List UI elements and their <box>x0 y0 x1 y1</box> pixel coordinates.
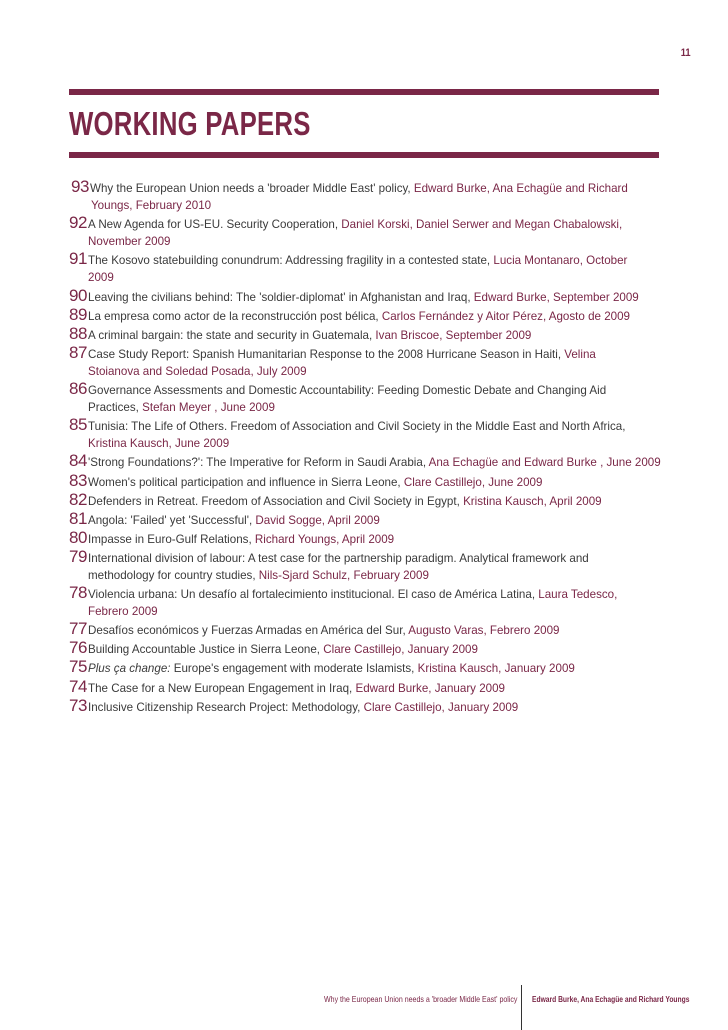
paper-number: 90 <box>69 285 87 305</box>
paper-author: Ana Echagüe and Edward Burke , June 2009 <box>428 456 661 470</box>
page-title: WORKING PAPERS <box>69 105 311 142</box>
paper-author-continued: 2009 <box>88 271 114 285</box>
paper-number: 81 <box>69 508 87 528</box>
paper-author-continued: Youngs, February 2010 <box>91 199 212 213</box>
paper-item <box>69 510 664 529</box>
paper-item <box>69 325 664 344</box>
page-number: 11 <box>681 47 691 59</box>
paper-title: 'Strong Foundations?': The Imperative for Reform in Saudi Arabia, <box>88 456 429 470</box>
paper-author: Lucia Montanaro, October <box>493 254 628 268</box>
paper-number: 82 <box>69 489 87 509</box>
paper-title-italic: Plus ça change: <box>88 662 171 676</box>
paper-item <box>69 380 664 416</box>
paper-continuation <box>69 435 664 452</box>
paper-author-continued: Febrero 2009 <box>88 605 158 619</box>
paper-title: Defenders in Retreat. Freedom of Association and Civil Society in Egypt, <box>88 494 464 508</box>
paper-number: 85 <box>69 415 87 435</box>
paper-item <box>69 639 664 658</box>
paper-number: 76 <box>69 638 87 658</box>
paper-item <box>69 416 664 452</box>
paper-title: The Kosovo statebuilding conundrum: Addressing fragility in a contested state, <box>88 254 494 268</box>
paper-title: Impasse in Euro-Gulf Relations, <box>88 532 255 546</box>
paper-item <box>69 529 664 548</box>
paper-title-continued: methodology for country studies, <box>88 568 259 582</box>
paper-number: 79 <box>69 546 87 566</box>
footer-publication-title: Why the European Union needs a 'broader Middle East' policy <box>324 994 518 1004</box>
paper-continuation <box>69 197 664 214</box>
paper-title: Desafíos económicos y Fuerzas Armadas en América del Sur, <box>88 624 409 638</box>
paper-number: 78 <box>69 583 87 603</box>
paper-continuation <box>69 269 664 286</box>
paper-title: Europe's engagement with moderate Islamists, <box>170 662 418 676</box>
paper-continuation <box>69 603 664 620</box>
paper-author: Velina <box>564 347 596 361</box>
paper-title: Violencia urbana: Un desafío al fortalecimiento institucional. El caso de América Latina, <box>88 588 539 602</box>
paper-item <box>69 452 664 471</box>
paper-title: Angola: 'Failed' yet 'Successful', <box>88 513 256 527</box>
paper-author: Ivan Briscoe, September 2009 <box>375 328 532 342</box>
paper-title: Women's political participation and influence in Sierra Leone, <box>88 475 404 489</box>
paper-number: 84 <box>69 451 87 471</box>
paper-author: Edward Burke, Ana Echagüe and Richard <box>413 182 628 195</box>
paper-item <box>69 344 664 380</box>
paper-number: 88 <box>69 323 87 343</box>
paper-continuation <box>69 567 664 584</box>
paper-author: Edward Burke, January 2009 <box>355 681 505 695</box>
paper-title: Inclusive Citizenship Research Project: Methodology, <box>88 700 364 714</box>
paper-title: International division of labour: A test case for the partnership paradigm. Analytical framework and <box>88 551 589 565</box>
paper-item <box>69 250 664 286</box>
paper-author: Clare Castillejo, January 2009 <box>323 643 478 657</box>
paper-author: Augusto Varas, Febrero 2009 <box>408 624 560 638</box>
paper-continuation <box>69 233 664 250</box>
paper-author: Laura Tedesco, <box>538 588 618 602</box>
paper-title: The Case for a New European Engagement in Iraq, <box>88 681 356 695</box>
paper-item <box>69 178 664 214</box>
paper-title: A New Agenda for US-EU. Security Cooperation, <box>88 218 342 232</box>
paper-number: 80 <box>69 527 87 547</box>
paper-author-continued: Stefan Meyer , June 2009 <box>142 401 275 415</box>
paper-item <box>69 287 664 306</box>
paper-item <box>69 306 664 325</box>
paper-item <box>69 548 664 584</box>
paper-title: A criminal bargain: the state and security in Guatemala, <box>88 328 376 342</box>
paper-item <box>69 678 664 697</box>
paper-title: Leaving the civilians behind: The 'soldier-diplomat' in Afghanistan and Iraq, <box>88 290 474 304</box>
paper-continuation <box>69 399 664 416</box>
paper-number: 87 <box>69 342 87 362</box>
paper-item <box>69 491 664 510</box>
paper-item <box>69 620 664 639</box>
paper-number: 73 <box>69 695 87 715</box>
paper-number: 77 <box>69 619 87 639</box>
paper-item <box>69 697 664 716</box>
paper-author-continued: November 2009 <box>88 235 171 249</box>
paper-number: 83 <box>69 470 87 490</box>
paper-author: Carlos Fernández y Aitor Pérez, Agosto de 2009 <box>381 309 630 323</box>
paper-title: Governance Assessments and Domestic Accountability: Feeding Domestic Debate and Changing Aid <box>88 384 607 398</box>
paper-title: Tunisia: The Life of Others. Freedom of Association and Civil Society in the Middle East and North Africa, <box>88 420 626 434</box>
title-rule-top <box>69 89 659 95</box>
paper-title: Case Study Report: Spanish Humanitarian Response to the 2008 Hurricane Season in Haiti, <box>88 347 565 361</box>
title-rule-bottom <box>69 152 659 158</box>
paper-item <box>69 658 664 677</box>
paper-author: Clare Castillejo, June 2009 <box>403 475 543 489</box>
paper-title-continued: Practices, <box>88 401 143 415</box>
paper-continuation <box>69 363 664 380</box>
paper-item <box>69 214 664 250</box>
paper-item <box>69 584 664 620</box>
paper-number: 74 <box>69 676 87 696</box>
paper-number: 93 <box>71 177 89 196</box>
paper-number: 91 <box>69 249 87 269</box>
paper-author: Kristina Kausch, January 2009 <box>417 662 575 676</box>
paper-author-continued: Nils-Sjard Schulz, February 2009 <box>258 568 429 582</box>
footer-authors: Edward Burke, Ana Echagüe and Richard Youngs <box>532 994 690 1004</box>
paper-number: 86 <box>69 379 87 399</box>
paper-author: Daniel Korski, Daniel Serwer and Megan Chabalowski, <box>341 218 623 232</box>
paper-number: 92 <box>69 213 87 233</box>
paper-author: Kristina Kausch, April 2009 <box>463 494 602 508</box>
paper-author-continued: Kristina Kausch, June 2009 <box>88 437 230 451</box>
paper-number: 89 <box>69 304 87 324</box>
paper-author: David Sogge, April 2009 <box>255 513 380 527</box>
paper-author: Edward Burke, September 2009 <box>473 290 639 304</box>
paper-title: Why the European Union needs a 'broader Middle East' policy, <box>90 182 414 195</box>
paper-author: Richard Youngs, April 2009 <box>254 532 395 546</box>
working-papers-list <box>69 178 664 716</box>
paper-title: La empresa como actor de la reconstrucción post bélica, <box>88 309 382 323</box>
paper-author: Clare Castillejo, January 2009 <box>363 700 519 714</box>
paper-item <box>69 472 664 491</box>
paper-author-continued: Stoianova and Soledad Posada, July 2009 <box>88 364 307 378</box>
footer-divider <box>521 985 522 1030</box>
paper-number: 75 <box>69 657 87 677</box>
paper-title: Building Accountable Justice in Sierra Leone, <box>88 643 324 657</box>
